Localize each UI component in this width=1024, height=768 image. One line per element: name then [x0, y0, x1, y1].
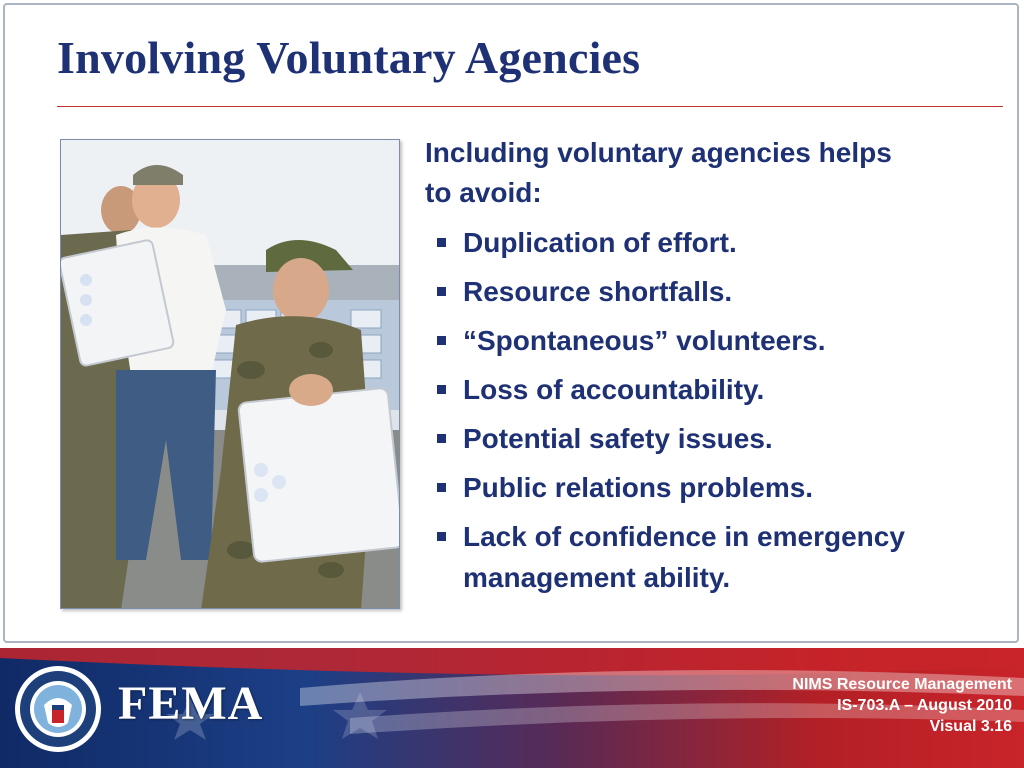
intro-text: Including voluntary agencies helps to avoid: [425, 137, 892, 208]
visual-number: Visual 3.16 [929, 718, 1012, 735]
bullet-item [425, 467, 1005, 508]
bullet-text: Loss of accountability. [463, 374, 765, 405]
volunteers-photo [60, 139, 400, 609]
bullet-item [425, 418, 1005, 459]
course-title: NIMS Resource Management [792, 676, 1012, 693]
bullet-text: Potential safety issues. [463, 423, 773, 454]
bullet-item [425, 271, 1005, 312]
bullet-text: Resource shortfalls. [463, 276, 733, 307]
slide-frame [3, 3, 1019, 643]
bullet-item [425, 222, 1005, 263]
footer-course-info [792, 674, 1012, 737]
square-bullet-icon [437, 385, 446, 394]
bullet-text: Duplication of effort. [463, 227, 737, 258]
bullet-item [425, 369, 1005, 410]
slide-title: Involving Voluntary Agencies [57, 32, 641, 83]
bullet-list [425, 222, 1005, 598]
square-bullet-icon [437, 483, 446, 492]
bullet-text: Lack of confidence in emergency management ability. [463, 521, 905, 593]
volunteers-photo-illustration [61, 140, 400, 609]
title-divider [57, 106, 1003, 107]
square-bullet-icon [437, 287, 446, 296]
square-bullet-icon [437, 336, 446, 345]
bullet-item [425, 320, 1005, 361]
bullet-item [425, 516, 1005, 598]
dhs-seal-icon [14, 665, 102, 753]
bullet-text: “Spontaneous” volunteers. [463, 325, 826, 356]
square-bullet-icon [437, 238, 446, 247]
course-code-date: IS-703.A – August 2010 [837, 697, 1012, 714]
slide-content [425, 133, 1005, 606]
square-bullet-icon [437, 532, 446, 541]
bullet-text: Public relations problems. [463, 472, 814, 503]
footer-banner [0, 648, 1024, 768]
square-bullet-icon [437, 434, 446, 443]
fema-logo: FEMA [118, 677, 264, 730]
